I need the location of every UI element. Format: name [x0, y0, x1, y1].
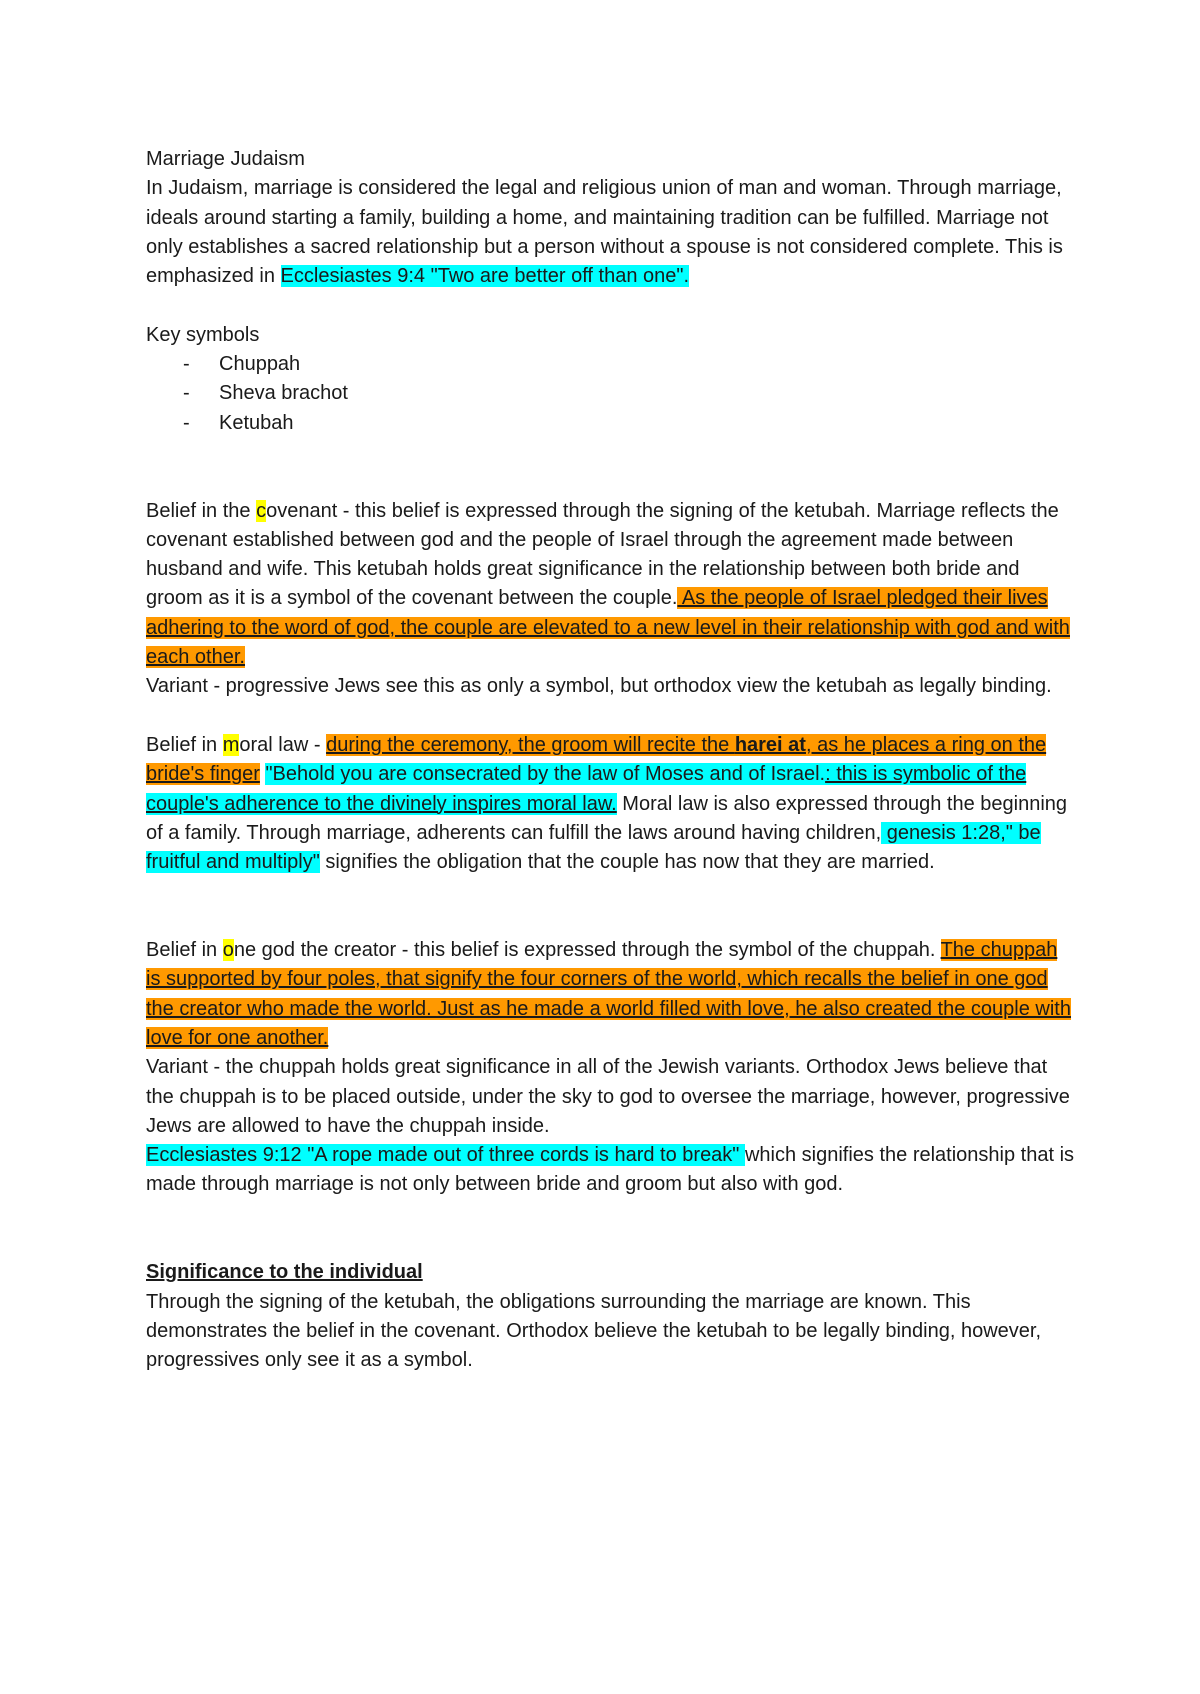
list-dash: - — [183, 411, 190, 434]
covenant-intro-text: Belief in the — [146, 499, 257, 522]
ecclesiastes-9-4-quote: Ecclesiastes 9:4 "Two are better off than one". — [280, 265, 690, 288]
covenant-text: ovenant - this belief is expressed through the signing of the ketubah. Marriage reflects the covenant established between god and the people of Israel through the agreement made between husband and wife. This ketubah holds great significance in the relationship between both bride and groom as it is a symbol of the covenant between the couple. — [146, 499, 1059, 610]
intro-paragraph — [146, 174, 1076, 291]
spacer — [146, 877, 1076, 936]
list-item — [146, 409, 1076, 438]
list-dash: - — [183, 353, 190, 376]
spacer — [146, 291, 1076, 320]
covenant-highlighted-letter: c — [256, 499, 267, 522]
moral-law-paragraph — [146, 731, 1076, 877]
one-god-paragraph — [146, 936, 1076, 1053]
list-item — [146, 350, 1076, 379]
covenant-highlight: As the people of Israel pledged their lives adhering to the word of god, the couple are elevated to a new level in their relationship with god and with each other. — [146, 587, 1070, 669]
ecclesiastes-9-12-quote: Ecclesiastes 9:12 "A rope made out of three cords is hard to break" — [146, 1144, 745, 1167]
intro-text: In Judaism, marriage is considered the legal and religious union of man and woman. Through marriage, ideals around starting a family, building a home, and maintaining tradition can be fulfilled. Marriage not only establishes a sacred relationship but a person without a spouse is not considered complete. This is emphasized in — [146, 177, 1063, 288]
spacer — [146, 1200, 1076, 1259]
spacer — [146, 438, 1076, 497]
significance-paragraph: Through the signing of the ketubah, the obligations surrounding the marriage are known. This demonstrates the belief in the covenant. Orthodox believe the ketubah to be legally binding, however, progressives only see it as a symbol. — [146, 1290, 1042, 1372]
moral-law-intro-text: Belief in — [146, 733, 223, 756]
moral-law-orange-highlight-a: during the ceremony, the groom will recite the — [326, 733, 735, 756]
list-dash: - — [183, 382, 190, 405]
list-item-label: Chuppah — [219, 353, 301, 376]
moral-law-text-3: signifies the obligation that the couple has now that they are married. — [319, 851, 935, 874]
behold-quote: "Behold you are consecrated by the law of Moses and of Israel. — [265, 763, 826, 786]
one-god-highlight: The chuppah is supported by four poles, that signify the four corners of the world, which recalls the belief in one god the creator who made the world. Just as he made a world filled with love, he also created the couple with love for one another. — [146, 939, 1071, 1049]
one-god-text: ne god the creator - this belief is expressed through the symbol of the chuppah. — [233, 939, 941, 962]
spacer — [146, 702, 1076, 731]
key-symbols-list — [146, 350, 1076, 438]
one-god-variant: Variant - the chuppah holds great significance in all of the Jewish variants. Orthodox Jews believe that the chuppah is to be placed outside, under the sky to god to oversee the marriage, however, progressive Jews are allowed to have the chuppah inside. — [146, 1056, 1070, 1137]
covenant-variant: Variant - progressive Jews see this as only a symbol, but orthodox view the ketubah as legally binding. — [146, 675, 1052, 698]
one-god-intro-text: Belief in — [146, 939, 223, 962]
ecclesiastes-9-12-paragraph — [146, 1141, 1076, 1200]
genesis-1-28-quote: genesis 1:28," be fruitful and multiply" — [146, 821, 1041, 874]
list-item — [146, 379, 1076, 408]
significance-heading: Significance to the individual — [146, 1261, 423, 1284]
moral-law-text-2: Moral law is also expressed through the beginning of a family. Through marriage, adherents can fulfill the laws around having children, — [146, 792, 1068, 844]
document-body — [146, 145, 1076, 1375]
harei-at-term: harei at — [734, 733, 806, 756]
moral-law-text-1: oral law - — [239, 733, 327, 756]
moral-law-cyan-highlight: : this is symbolic of the couple's adherence to the divinely inspires moral law. — [146, 763, 1027, 815]
ecclesiastes-9-12-text: which signifies the relationship that is made through marriage is not only between bride and groom but also with god. — [146, 1144, 1075, 1196]
list-item-label: Ketubah — [219, 411, 294, 434]
list-item-label: Sheva brachot — [219, 382, 348, 405]
covenant-paragraph — [146, 497, 1076, 673]
key-symbols-heading: Key symbols — [146, 323, 260, 346]
document-title: Marriage Judaism — [146, 148, 305, 170]
moral-law-highlighted-letter: m — [222, 733, 240, 756]
one-god-highlighted-letter: o — [222, 939, 234, 962]
moral-law-orange-highlight-b: , as he places a ring on the bride's finger — [146, 733, 1047, 786]
